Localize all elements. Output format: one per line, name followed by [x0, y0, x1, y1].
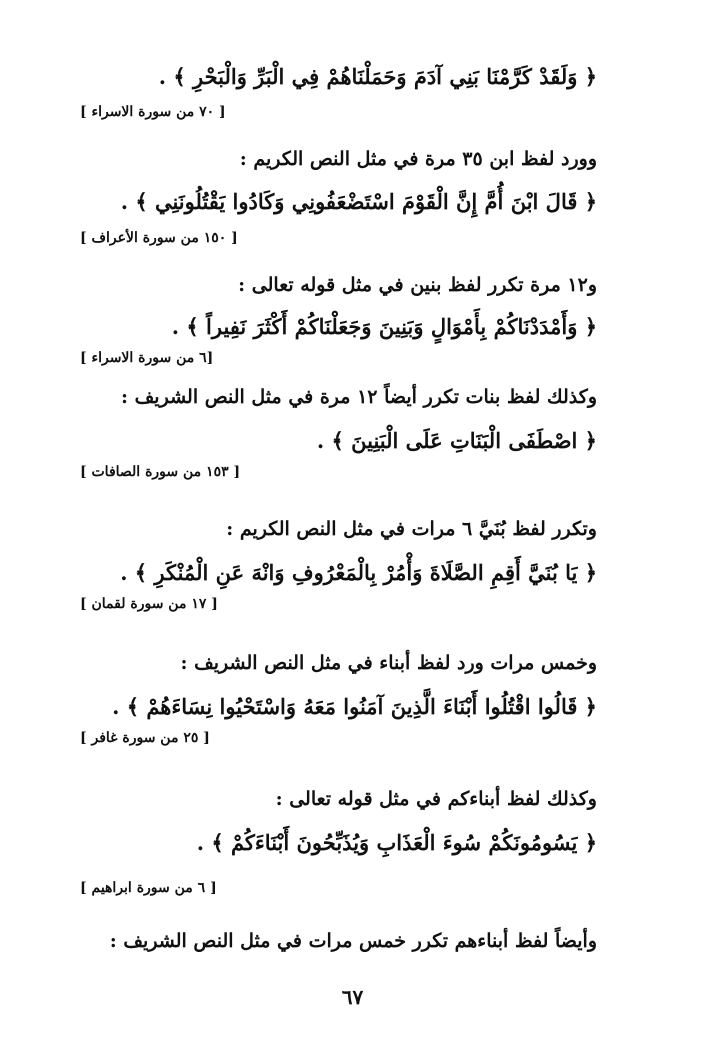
- intro-text: و١٢ مرة تكرر لفظ بنين في مثل قوله تعالى :: [238, 274, 597, 296]
- surah-reference: [ ١٧ من سورة لقمان ]: [80, 596, 218, 612]
- intro-text: وورد لفظ ابن ٣٥ مرة في مثل النص الكريم :: [239, 148, 597, 170]
- verse-line: ﴿ قَالُوا اقْتُلُوا أَبْنَاءَ الَّذِينَ آمَنُوا مَعَهُ وَاسْتَحْيُوا نِسَاءَهُمْ ﴾ .: [112, 694, 597, 719]
- page-number: ٦٧: [341, 985, 364, 1009]
- verse-line: ﴿ وَلَقَدْ كَرَّمْنَا بَنِي آدَمَ وَحَمَلْنَاهُمْ فِي الْبَرِّ وَالْبَحْرِ ﴾ .: [158, 64, 597, 89]
- verse-line: ﴿ اصْطَفَى الْبَنَاتِ عَلَى الْبَنِينَ ﴾ .: [316, 428, 597, 453]
- surah-reference: [ ١٥٠ من سورة الأعراف ]: [80, 230, 238, 246]
- intro-text: وكذلك لفظ أبناءكم في مثل قوله تعالى :: [275, 788, 597, 810]
- surah-reference: [ ٢٥ من سورة غافر ]: [80, 730, 210, 746]
- verse-line: ﴿ يَسُومُونَكُمْ سُوءَ الْعَذَابِ وَيُذَبِّحُونَ أَبْنَاءَكُمْ ﴾ .: [196, 830, 597, 855]
- intro-text: وكذلك لفظ بنات تكرر أيضاً ١٢ مرة في مثل النص الشريف :: [121, 386, 597, 408]
- verse-line: ﴿ يَا بُنَيَّ أَقِمِ الصَّلَاةَ وَأْمُرْ بِالْمَعْرُوفِ وَانْهَ عَنِ الْمُنْكَرِ ﴾ .: [120, 560, 597, 585]
- intro-text: وتكرر لفظ بُنَيَّ ٦ مرات في مثل النص الكريم :: [226, 518, 597, 540]
- surah-reference: [ ٧٠ من سورة الاسراء ]: [80, 104, 226, 120]
- verse-line: ﴿ وَأَمْدَدْنَاكُمْ بِأَمْوَالٍ وَبَنِينَ وَجَعَلْنَاكُمْ أَكْثَرَ نَفِيراً ﴾ .: [171, 314, 597, 339]
- intro-text: وخمس مرات ورد لفظ أبناء في مثل النص الشريف :: [180, 652, 597, 674]
- surah-reference: [ ٦ من سورة ابراهيم ]: [80, 880, 217, 896]
- intro-text: وأيضاً لفظ أبناءهم تكرر خمس مرات في مثل النص الشريف :: [109, 930, 597, 952]
- surah-reference: [٦ من سورة الاسراء ]: [80, 350, 214, 366]
- surah-reference: [ ١٥٣ من سورة الصافات ]: [80, 464, 241, 480]
- verse-line: ﴿ قَالَ ابْنَ أُمَّ إِنَّ الْقَوْمَ اسْتَضْعَفُونِي وَكَادُوا يَقْتُلُونَنِي ﴾ .: [120, 189, 597, 214]
